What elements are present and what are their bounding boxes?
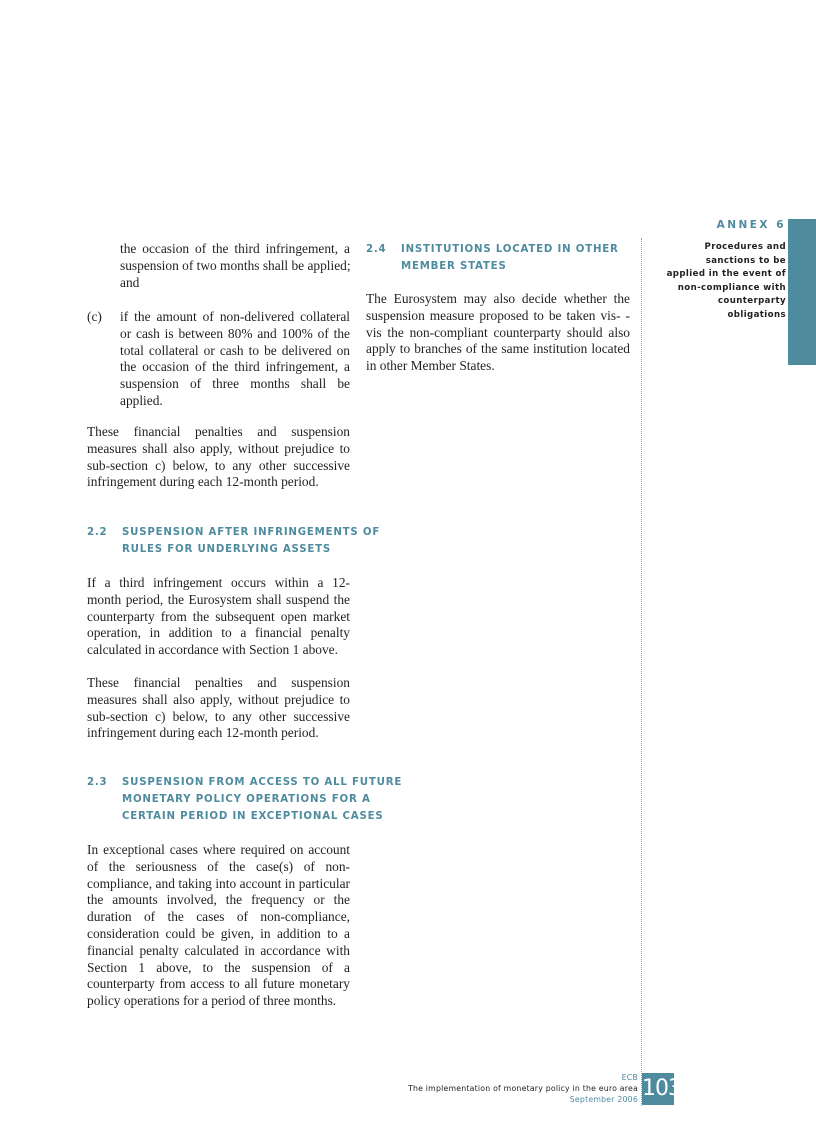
text-line: applied. <box>120 392 163 408</box>
continuation-text <box>120 241 350 291</box>
section-heading-2-2 <box>87 524 381 558</box>
list-item-label: (c) <box>87 309 102 324</box>
section-title-line: INSTITUTIONS LOCATED IN OTHER <box>401 244 619 255</box>
section-number: 2.2 <box>87 527 108 538</box>
footer-publication: The implementation of monetary policy in the euro area <box>408 1084 638 1093</box>
annex-tab-bar <box>788 219 816 365</box>
text-line: suspension of two months shall be applied; <box>120 257 351 273</box>
text-line: in other Member States. <box>366 358 495 374</box>
annex-subtitle-line: obligations <box>727 309 786 320</box>
list-item-text <box>120 309 350 410</box>
annex-subtitle-line: Procedures and <box>704 242 786 252</box>
section-title-line: MONETARY POLICY OPERATIONS FOR A <box>122 794 371 805</box>
text-line: If a third infringement occurs within a 12- <box>87 575 350 590</box>
paragraph <box>87 842 350 1010</box>
section-title-line: RULES FOR UNDERLYING ASSETS <box>122 544 331 555</box>
section-heading-2-3 <box>87 774 403 825</box>
annex-subtitle-line: non-compliance with <box>677 282 786 293</box>
annex-subtitle-line: sanctions to be <box>705 255 786 266</box>
footer-date: September 2006 <box>569 1095 638 1104</box>
paragraph <box>87 575 350 659</box>
text-line: The Eurosystem may also decide whether the <box>366 291 630 306</box>
text-line: the occasion of the third infringement, a <box>120 359 350 375</box>
text-line: measures shall also apply, without prejudice to <box>87 440 350 456</box>
text-line: the occasion of the third infringement, a <box>120 241 350 256</box>
text-line: sub-section c) below, to any other successive <box>87 457 350 473</box>
paragraph <box>366 291 630 375</box>
text-line: In exceptional cases where required on account <box>87 842 350 857</box>
section-number: 2.3 <box>87 777 108 788</box>
section-title-line: MEMBER STATES <box>401 261 507 272</box>
margin-rule <box>641 238 642 1106</box>
text-line: consideration could be given, in addition to a <box>87 925 350 941</box>
text-line: suspension of three months shall be <box>120 376 350 392</box>
text-line: policy operations for a period of three months. <box>87 993 337 1009</box>
section-number: 2.4 <box>366 244 387 255</box>
page-number: 103 <box>642 1073 674 1105</box>
text-line: of the seriousness of the case(s) of non- <box>87 858 350 874</box>
annex-title: ANNEX 6 <box>716 219 786 231</box>
text-line: suspension measure proposed to be taken vis- - <box>366 307 630 323</box>
text-line: financial penalty calculated in accordance with <box>87 942 350 958</box>
text-line: vis the non-compliant counterparty should also <box>366 324 630 340</box>
annex-subtitle-line: counterparty <box>717 296 786 306</box>
text-line: the amounts involved, the frequency or the <box>87 892 350 908</box>
annex-subtitle-line: applied in the event of <box>666 269 786 279</box>
text-line: compliance, and taking into account in particular <box>87 875 350 891</box>
section-title-line: SUSPENSION FROM ACCESS TO ALL FUTURE <box>122 777 403 788</box>
text-line: or cash is between 80% and 100% of the <box>120 325 350 341</box>
text-line: infringement during each 12-month period. <box>87 474 319 490</box>
text-line: month period, the Eurosystem shall suspend the <box>87 591 350 607</box>
text-line: total collateral or cash to be delivered on <box>120 342 350 358</box>
text-line: Section 1 above, to the suspension of a <box>87 959 350 975</box>
text-line: apply to branches of the same institution located <box>366 341 630 357</box>
section-title-line: SUSPENSION AFTER INFRINGEMENTS OF <box>122 527 381 538</box>
section-title-line: CERTAIN PERIOD IN EXCEPTIONAL CASES <box>122 811 384 822</box>
text-line: operation, in addition to a financial penalty <box>87 625 350 641</box>
text-line: measures shall also apply, without prejudice to <box>87 691 350 707</box>
text-line: counterparty from access to all future monetary <box>87 976 350 992</box>
text-line: if the amount of non-delivered collateral <box>120 309 350 324</box>
text-line: calculated in accordance with Section 1 above. <box>87 642 338 658</box>
text-line: These financial penalties and suspension <box>87 424 350 439</box>
annex-subtitle <box>636 241 786 322</box>
section-heading-2-4 <box>366 241 630 275</box>
paragraph <box>87 675 350 742</box>
text-line: infringement during each 12-month period. <box>87 725 319 741</box>
text-line: and <box>120 274 140 290</box>
text-line: counterparty from the subsequent open market <box>87 608 350 624</box>
footer-org: ECB <box>621 1073 638 1082</box>
text-line: duration of the cases of non-compliance, <box>87 909 350 925</box>
text-line: These financial penalties and suspension <box>87 675 350 690</box>
text-line: sub-section c) below, to any other successive <box>87 708 350 724</box>
paragraph <box>87 424 350 491</box>
